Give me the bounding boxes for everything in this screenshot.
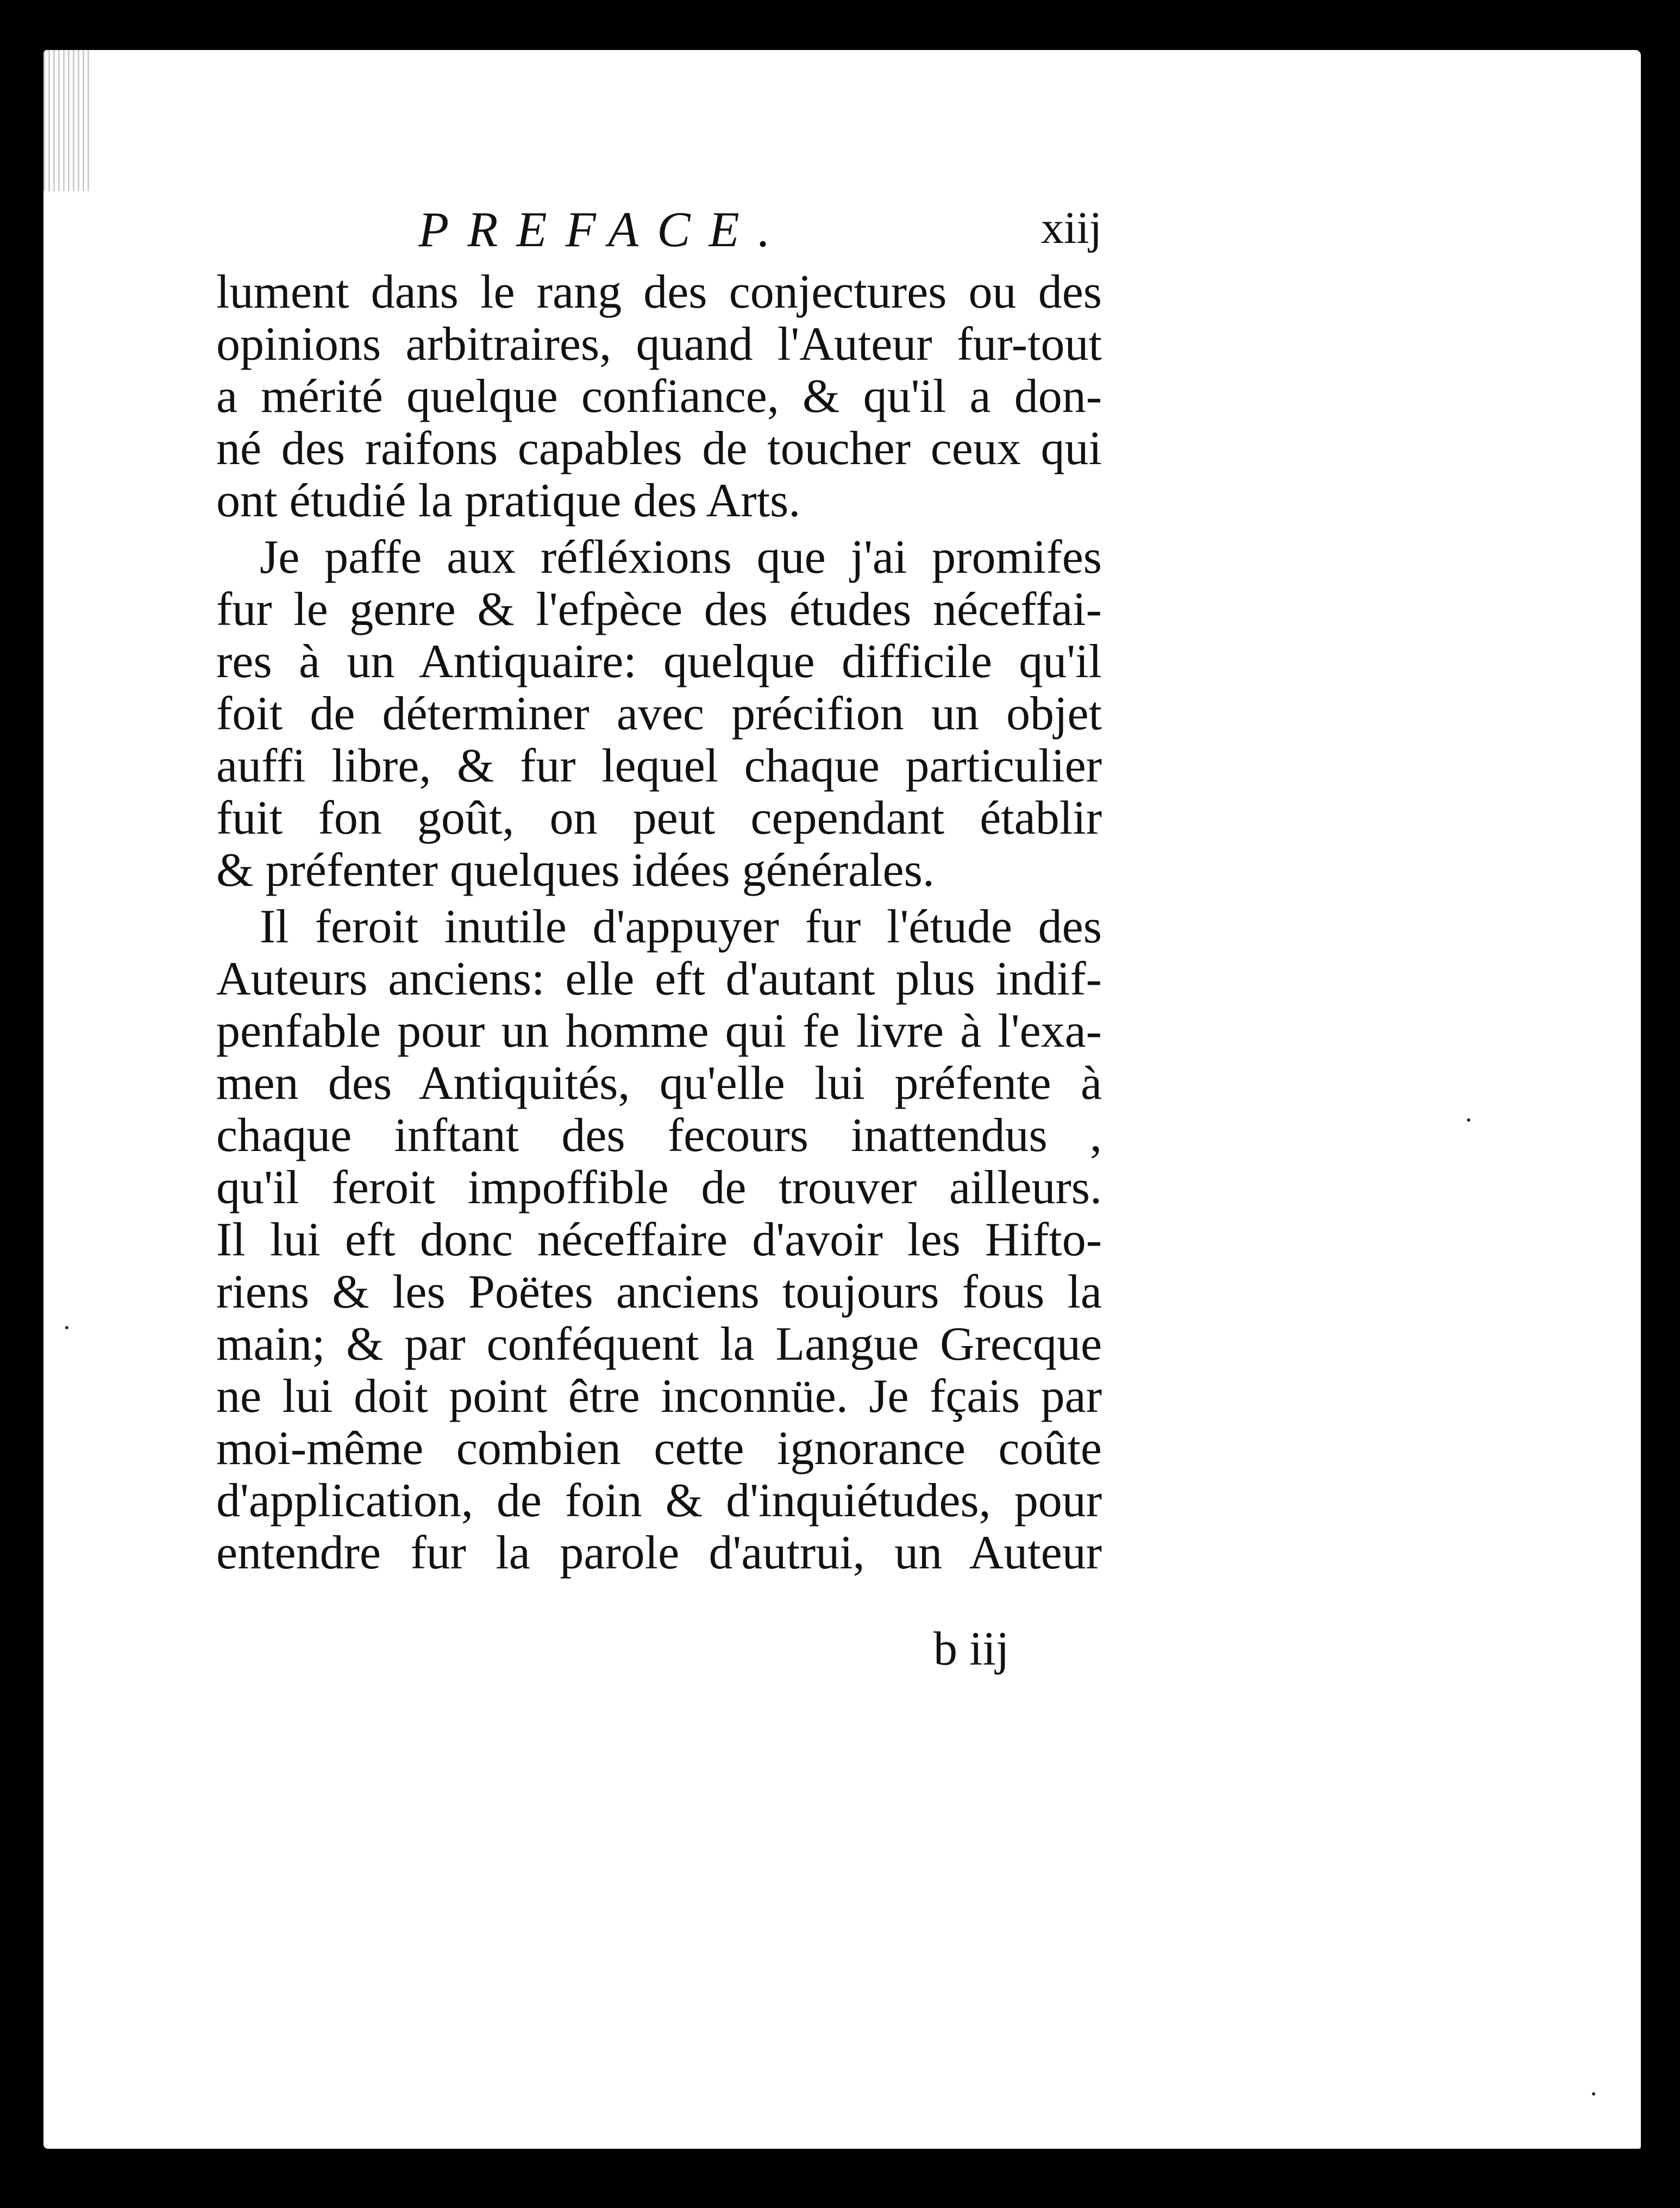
text-line: penfable pour un homme qui fe livre à l'exa- — [216, 1005, 1102, 1058]
text-line: fur le genre & l'efpèce des études néceffai- — [216, 583, 1102, 636]
text-line: chaque inftant des fecours inattendus , — [216, 1109, 1102, 1162]
page-header — [216, 196, 1102, 266]
speck-mark — [65, 1326, 68, 1329]
speck-mark — [1467, 1118, 1470, 1122]
text-line: res à un Antiquaire: quelque difficile qu'il — [216, 635, 1102, 688]
text-line: main; & par conféquent la Langue Grecque — [216, 1318, 1102, 1371]
text-line: ont étudié la pratique des Arts. — [216, 474, 801, 527]
edge-shadow — [43, 50, 92, 191]
text-line: ne lui doit point être inconnüe. Je fçais par — [216, 1370, 1102, 1423]
signature-mark: b iij — [933, 1623, 1010, 1675]
text-line: Je paffe aux réfléxions que j'ai promifes — [260, 531, 1102, 584]
text-line: Il feroit inutile d'appuyer fur l'étude des — [260, 900, 1102, 953]
speck-mark — [1592, 2092, 1595, 2096]
paragraph-1 — [216, 266, 1102, 527]
paragraph-3 — [216, 901, 1102, 1579]
text-line: qu'il feroit impoffible de trouver ailleurs. — [216, 1161, 1102, 1214]
text-line: fuit fon goût, on peut cependant établir — [216, 792, 1102, 845]
text-line: riens & les Poëtes anciens toujours fous la — [216, 1266, 1102, 1318]
text-line: lument dans le rang des conjectures ou des — [216, 266, 1102, 318]
text-line: & préfenter quelques idées générales. — [216, 844, 935, 897]
text-line: a mérité quelque confiance, & qu'il a don- — [216, 370, 1102, 423]
text-line: d'application, de foin & d'inquiétudes, pour — [216, 1474, 1102, 1527]
text-line: moi-même combien cette ignorance coûte — [216, 1422, 1102, 1475]
text-block — [216, 196, 1102, 1584]
text-line: auffi libre, & fur lequel chaque particulier — [216, 740, 1102, 792]
text-line: Auteurs anciens: elle eft d'autant plus indif- — [216, 953, 1102, 1005]
paragraph-2 — [216, 531, 1102, 897]
running-head: PREFACE. — [418, 202, 789, 257]
text-line: Il lui eft donc néceffaire d'avoir les Hifto- — [216, 1214, 1102, 1266]
text-line: opinions arbitraires, quand l'Auteur fur-tout — [216, 318, 1102, 371]
text-line: entendre fur la parole d'autrui, un Auteur — [216, 1527, 1102, 1579]
text-line: foit de déterminer avec précifion un objet — [216, 687, 1102, 740]
text-line: men des Antiquités, qu'elle lui préfente à — [216, 1057, 1102, 1110]
page-number: xiij — [1040, 203, 1102, 253]
text-line: né des raifons capables de toucher ceux qui — [216, 422, 1102, 475]
